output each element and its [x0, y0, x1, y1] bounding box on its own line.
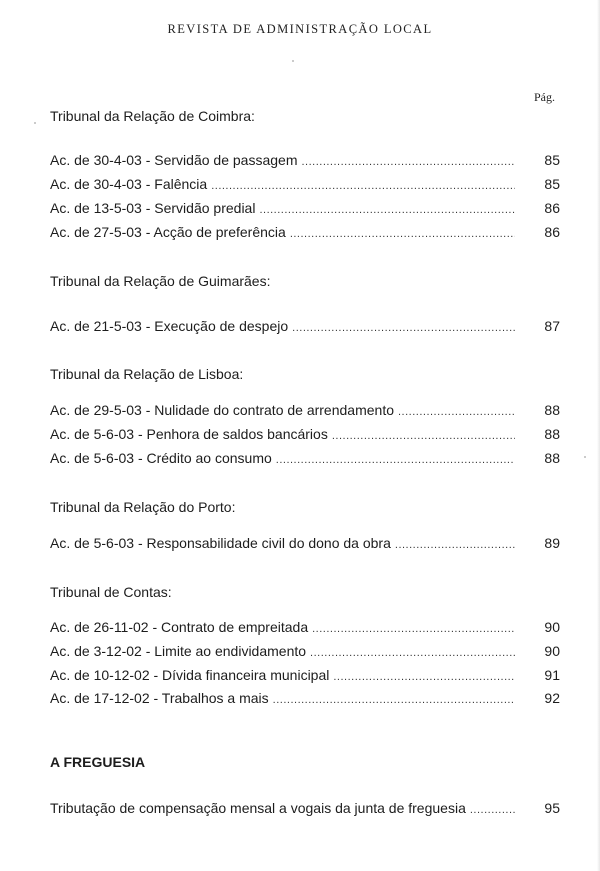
toc-entry-title: Ac. de 17-12-02 - Trabalhos a mais — [50, 690, 269, 706]
dot-leader — [301, 156, 515, 168]
toc-entry-title: Ac. de 13-5-03 - Servidão predial — [50, 200, 256, 216]
running-header: REVISTA DE ADMINISTRAÇÃO LOCAL — [167, 22, 433, 36]
dot-leader — [292, 322, 515, 334]
toc-entry[interactable] — [50, 402, 560, 422]
toc-entry-title: Ac. de 10-12-02 - Dívida financeira municipal — [50, 667, 330, 683]
toc-entry-title: Ac. de 3-12-02 - Limite ao endividamento — [50, 643, 307, 659]
toc-entry-page: 91 — [544, 667, 560, 683]
dot-leader — [398, 406, 515, 418]
toc-entry-title: Ac. de 5-6-03 - Crédito ao consumo — [50, 450, 272, 466]
toc-entry-title: Ac. de 27-5-03 - Acção de preferência — [50, 224, 286, 240]
toc-entry-page: 90 — [544, 643, 560, 659]
toc-entry-page: 90 — [544, 619, 560, 635]
dot-leader — [259, 204, 515, 216]
toc-entry-title: Ac. de 5-6-03 - Penhora de saldos bancários — [50, 426, 328, 442]
dot-leader — [211, 180, 515, 192]
toc-entry[interactable] — [50, 176, 560, 196]
scan-speck — [292, 60, 294, 62]
toc-entry-page: 88 — [544, 450, 560, 466]
dot-leader — [333, 671, 515, 683]
toc-entry[interactable] — [50, 318, 560, 338]
toc-entry[interactable] — [50, 200, 560, 220]
toc-entry-page: 86 — [544, 200, 560, 216]
toc-entry-page: 88 — [544, 426, 560, 442]
section-heading: Tribunal de Contas: — [50, 584, 172, 600]
section-heading: Tribunal da Relação do Porto: — [50, 499, 236, 515]
toc-entry-title: Ac. de 26-11-02 - Contrato de empreitada — [50, 619, 309, 635]
toc-entry[interactable] — [50, 152, 560, 172]
dot-leader — [276, 454, 515, 466]
toc-entry-page: 85 — [544, 152, 560, 168]
section-heading: Tribunal da Relação de Lisboa: — [50, 366, 244, 382]
toc-entry[interactable] — [50, 450, 560, 470]
toc-entry-page: 88 — [544, 402, 560, 418]
toc-entry-title: Ac. de 30-4-03 - Falência — [50, 176, 208, 192]
dot-leader — [290, 228, 515, 240]
dot-leader — [310, 647, 515, 659]
toc-entry[interactable] — [50, 426, 560, 446]
toc-entry-page: 95 — [544, 800, 560, 816]
toc-entry-page: 87 — [544, 318, 560, 334]
toc-entry-page: 85 — [544, 176, 560, 192]
toc-entry-title: Tributação de compensação mensal a vogais da junta de freguesia — [50, 800, 466, 816]
dot-leader — [312, 623, 515, 635]
toc-entry-title: Ac. de 29-5-03 - Nulidade do contrato de arrendamento — [50, 402, 394, 418]
toc-entry[interactable] — [50, 643, 560, 663]
toc-entry-title: Ac. de 30-4-03 - Servidão de passagem — [50, 152, 298, 168]
toc-entry-title: Ac. de 5-6-03 - Responsabilidade civil do dono da obra — [50, 535, 391, 551]
toc-entry-page: 89 — [544, 535, 560, 551]
section-heading: Tribunal da Relação de Coimbra: — [50, 108, 255, 124]
toc-entry-page: 92 — [544, 690, 560, 706]
dot-leader — [470, 804, 515, 816]
toc-entry[interactable] — [50, 667, 560, 687]
toc-entry[interactable] — [50, 690, 560, 710]
dot-leader — [273, 694, 515, 706]
section-heading: Tribunal da Relação de Guimarães: — [50, 273, 271, 289]
toc-entry[interactable] — [50, 800, 560, 820]
dot-leader — [395, 539, 515, 551]
section-heading: A FREGUESIA — [50, 754, 146, 770]
toc-entry[interactable] — [50, 535, 560, 555]
scan-speck — [34, 122, 36, 124]
toc-entry-page: 86 — [544, 224, 560, 240]
toc-entry[interactable] — [50, 619, 560, 639]
page-column-label: Pág. — [534, 90, 555, 104]
scan-speck — [584, 456, 586, 458]
dot-leader — [332, 430, 515, 442]
toc-entry-title: Ac. de 21-5-03 - Execução de despejo — [50, 318, 289, 334]
toc-entry[interactable] — [50, 224, 560, 244]
